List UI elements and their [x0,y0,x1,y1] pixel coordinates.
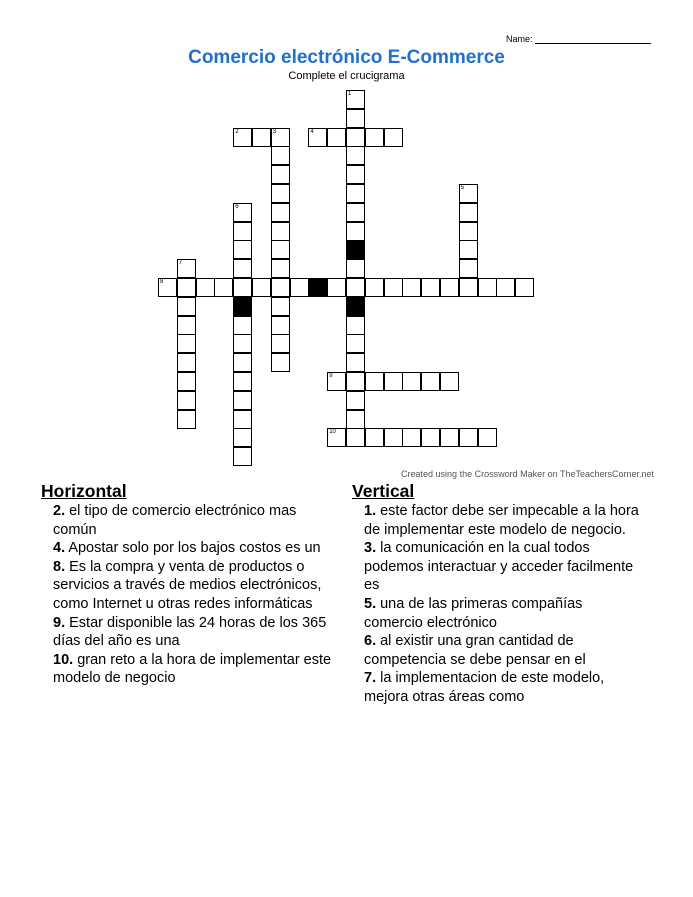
grid-cell[interactable] [346,128,365,147]
grid-cell[interactable] [271,259,290,278]
grid-cell[interactable] [384,428,403,447]
grid-cell[interactable] [346,316,365,335]
grid-cell[interactable] [271,334,290,353]
grid-cell[interactable] [346,109,365,128]
grid-cell[interactable] [402,278,421,297]
grid-cell[interactable] [346,410,365,429]
across-clues [41,481,341,688]
clue-number: 9 [329,373,333,379]
grid-cell[interactable] [346,146,365,165]
grid-cell[interactable] [384,128,403,147]
grid-cell[interactable] [177,259,196,278]
grid-cell[interactable] [478,278,497,297]
grid-cell[interactable] [346,334,365,353]
grid-cell[interactable] [271,297,290,316]
clue-number: 4 [310,128,314,135]
page-title: Comercio electrónico E-Commerce [188,47,505,68]
grid-cell[interactable] [233,316,252,335]
grid-cell[interactable] [440,428,459,447]
grid-cell[interactable] [421,372,440,391]
grid-cell[interactable] [478,428,497,447]
grid-cell[interactable] [271,278,290,297]
grid-cell[interactable] [271,222,290,241]
grid-cell[interactable] [459,278,478,297]
grid-block [308,278,327,297]
grid-cell[interactable] [233,278,252,297]
grid-cell[interactable] [346,428,365,447]
clue-across-10: 10. gran reto a la hora de implementar este modelo de negocio [53,651,332,687]
grid-cell[interactable] [365,128,384,147]
grid-cell[interactable] [177,316,196,335]
clue-number: 1 [348,91,352,97]
grid-cell[interactable] [327,428,346,447]
grid-cell[interactable] [365,372,384,391]
grid-cell[interactable] [440,278,459,297]
clue-across-9: 9. Estar disponible las 24 horas de los 365 días del año es una [53,614,327,650]
grid-cell[interactable] [233,428,252,447]
grid-cell[interactable] [421,428,440,447]
clue-number: 6 [235,203,239,210]
grid-cell[interactable] [384,372,403,391]
grid-cell[interactable] [233,334,252,353]
clue-number: 10 [329,429,336,436]
grid-cell[interactable] [177,278,196,297]
grid-cell[interactable] [177,372,196,391]
grid-cell[interactable] [459,222,478,241]
clue-down-1: 1. este factor debe ser impecable a la hora de implementar este modelo de negocio. [364,503,639,538]
page-subtitle: Complete el crucigrama [288,70,405,82]
grid-cell[interactable] [177,334,196,353]
grid-cell[interactable] [346,165,365,184]
name-label: Name: [506,34,533,44]
grid-cell[interactable] [271,184,290,203]
clue-down-6: 6. al existir una gran cantidad de competencia se debe pensar en el [364,633,586,668]
grid-cell[interactable] [233,372,252,391]
grid-cell[interactable] [515,278,534,297]
clue-across-8: 8. Es la compra y venta de productos o servicios a través de medios electrónicos, como Internet u otras redes informáticas [53,558,322,612]
grid-cell[interactable] [271,203,290,222]
grid-cell[interactable] [346,391,365,410]
grid-cell[interactable] [271,146,290,165]
grid-cell[interactable] [271,128,290,147]
grid-cell[interactable] [327,128,346,147]
grid-cell[interactable] [402,428,421,447]
grid-cell[interactable] [459,428,478,447]
down-heading: Vertical [352,481,415,501]
down-clues [352,481,642,707]
clue-number: 3 [272,128,277,135]
grid-cell[interactable] [233,353,252,372]
clue-down-5: 5. una de las primeras compañías comercio electrónico [364,595,583,631]
credit-text: Created using the Crossword Maker on TheTeachersCorner.net [401,469,654,479]
grid-cell[interactable] [459,184,478,203]
clue-across-2: 2. el tipo de comercio electrónico mas común [53,503,297,538]
grid-cell[interactable] [365,278,384,297]
grid-cell[interactable] [233,410,252,429]
clue-number: 8 [160,279,164,285]
grid-cell[interactable] [196,278,215,297]
grid-cell[interactable] [233,391,252,410]
grid-cell[interactable] [233,203,252,222]
grid-block [346,297,365,316]
clue-number: 2 [235,128,239,135]
grid-cell[interactable] [384,278,403,297]
clue-number: 7 [178,260,183,267]
grid-cell[interactable] [327,278,346,297]
grid-cell[interactable] [421,278,440,297]
grid-cell[interactable] [346,259,365,278]
grid-block [346,240,365,259]
across-heading: Horizontal [41,481,127,501]
clue-down-7: 7. la implementacion de este modelo, mejora otras áreas como [364,670,605,705]
grid-cell[interactable] [158,278,177,297]
grid-cell[interactable] [346,203,365,222]
grid-cell[interactable] [346,278,365,297]
grid-cell[interactable] [346,372,365,391]
grid-cell[interactable] [290,278,309,297]
grid-cell[interactable] [233,259,252,278]
grid-cell[interactable] [459,259,478,278]
grid-cell[interactable] [346,222,365,241]
clue-across-4: 4. Apostar solo por los bajos costos es un [53,540,321,557]
grid-cell[interactable] [177,391,196,410]
grid-cell[interactable] [233,240,252,259]
grid-cell[interactable] [177,297,196,316]
grid-cell[interactable] [402,372,421,391]
grid-cell[interactable] [252,278,271,297]
grid-cell[interactable] [252,128,271,147]
grid-cell[interactable] [271,240,290,259]
clue-number: 5 [460,185,465,191]
grid-cell[interactable] [271,165,290,184]
grid-cell[interactable] [271,353,290,372]
grid-cell[interactable] [459,240,478,259]
grid-cell[interactable] [177,353,196,372]
grid-cell[interactable] [308,128,327,147]
grid-cell[interactable] [346,90,365,109]
grid-cell[interactable] [233,222,252,241]
grid-cell[interactable] [233,128,252,147]
grid-cell[interactable] [177,410,196,429]
grid-cell[interactable] [327,372,346,391]
grid-cell[interactable] [214,278,233,297]
grid-cell[interactable] [271,316,290,335]
grid-cell[interactable] [496,278,515,297]
grid-cell[interactable] [346,353,365,372]
grid-cell[interactable] [346,184,365,203]
grid-cell[interactable] [233,447,252,466]
clue-down-3: 3. la comunicación en la cual todos podemos interactuar y acceder facilmente es [364,540,634,594]
grid-cell[interactable] [440,372,459,391]
grid-cell[interactable] [365,428,384,447]
grid-block [233,297,252,316]
grid-cell[interactable] [459,203,478,222]
